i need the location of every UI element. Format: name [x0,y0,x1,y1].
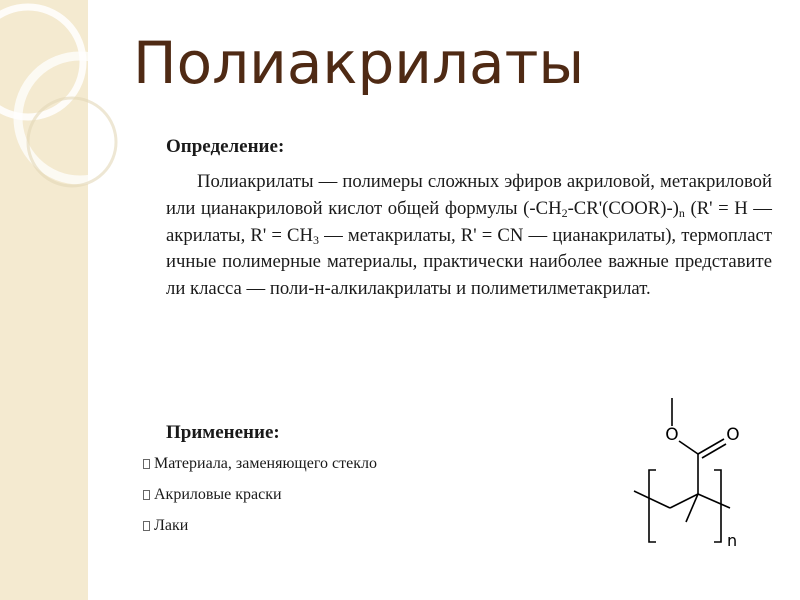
application-heading: Применение: [166,422,280,443]
slide-title: Полиакрилаты [133,29,585,97]
definition-text: Полиакрилаты — полимеры сложных эфиров акриловой, метакриловой или цианакриловой кислот общей формулы $(-CH_2-CR'(COOR)-)_n$ (R' = H — акрилаты, $R' = CH_3$ — метакрилаты, R' = CN — цианакрилаты), термопластичные полимерные материалы, практически наиболее важные представители класса — поли-н-алкилакрилаты и полиметилметакрилат. [166,171,772,300]
polyacrylate-structure-diagram [620,390,780,560]
definition-heading: Определение: [166,136,285,157]
carbonyl-bond-1 [698,439,724,454]
backbone-bond-1 [634,491,670,508]
bullet-icon [143,490,150,500]
substituent-bond [686,494,698,522]
backbone-bond-3 [698,494,730,508]
oxygen-atom-label: O [665,425,679,445]
carbonyl-oxygen-label: O [726,425,740,445]
repeat-bracket-right [714,470,721,542]
list-item: Акриловые краски [140,483,377,514]
repeat-index-label: n [727,531,738,550]
repeat-bracket-left [649,470,656,542]
ester-bond [679,441,698,454]
bullet-icon [143,459,150,469]
application-list [140,452,377,545]
list-item: Лаки [140,514,377,545]
list-item: Материала, заменяющего стекло [140,452,377,483]
backbone-bond-2 [670,494,698,508]
bullet-icon [143,521,150,531]
carbonyl-bond-2 [702,444,726,458]
